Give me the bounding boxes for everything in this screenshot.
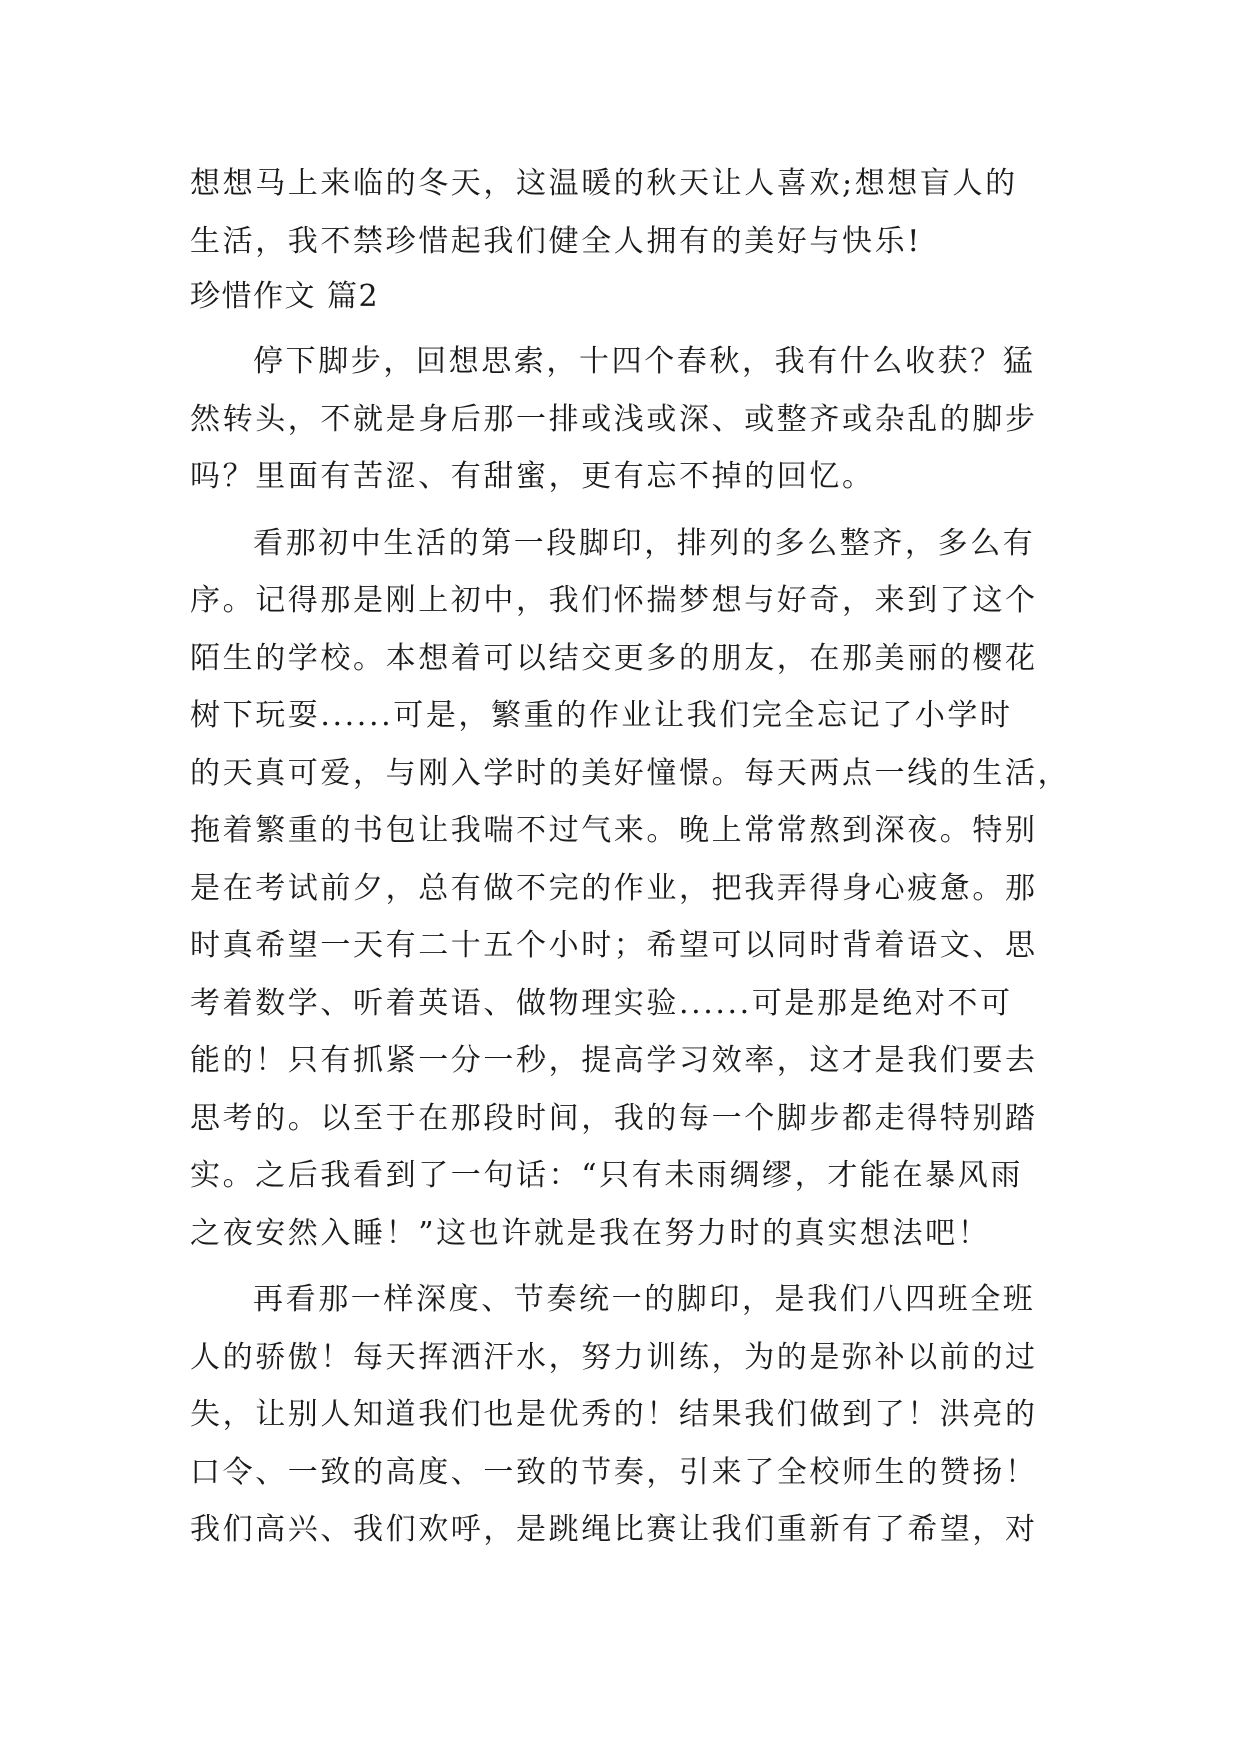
text-line: 想想马上来临的冬天，这温暖的秋天让人喜欢;想想盲人的: [190, 166, 1018, 201]
text-line: 人的骄傲！每天挥洒汗水，努力训练，为的是弥补以前的过: [190, 1339, 1038, 1375]
text-line: 拖着繁重的书包让我喘不过气来。晚上常常熬到深夜。特别: [190, 813, 1038, 848]
text-line: 是在考试前夕，总有做不完的作业，把我弄得身心疲惫。那: [190, 870, 1038, 906]
text-line: 我们高兴、我们欢呼，是跳绳比赛让我们重新有了希望，对: [190, 1512, 1038, 1547]
paragraph-first-line: 停下脚步，回想思索，十四个春秋，我有什么收获？猛: [253, 344, 1036, 379]
text-line: 序。记得那是刚上初中，我们怀揣梦想与好奇，来到了这个: [190, 583, 1038, 618]
text-line: 能的！只有抓紧一分一秒，提高学习效率，这才是我们要去: [190, 1043, 1038, 1078]
text-line: 思考的。以至于在那段时间，我的每一个脚步都走得特别踏: [190, 1100, 1038, 1136]
text-line: 口令、一致的高度、一致的节奏，引来了全校师生的赞扬！: [190, 1454, 1038, 1490]
text-line: 吗？里面有苦涩、有甜蜜，更有忘不掉的回忆。: [190, 459, 875, 494]
paragraph-first-line: 看那初中生活的第一段脚印，排列的多么整齐，多么有: [253, 525, 1036, 561]
document-body: [190, 155, 1071, 1559]
text-line: 失，让别人知道我们也是优秀的！结果我们做到了！洪亮的: [190, 1397, 1038, 1432]
text-line: 的天真可爱，与刚入学时的美好憧憬。每天两点一线的生活，: [190, 755, 1071, 791]
text-line: 实。之后我看到了一句话：“只有未雨绸缪，才能在暴风雨: [190, 1158, 1023, 1193]
text-line: 然转头，不就是身后那一排或浅或深、或整齐或杂乱的脚步: [190, 401, 1038, 437]
paragraph-first-line: 再看那一样深度、节奏统一的脚印，是我们八四班全班: [253, 1282, 1036, 1317]
text-line: 树下玩耍......可是，繁重的作业让我们完全忘记了小学时: [190, 698, 1013, 733]
text-line: 陌生的学校。本想着可以结交更多的朋友，在那美丽的樱花: [190, 640, 1038, 676]
text-line: 考着数学、听着英语、做物理实验......可是那是绝对不可: [190, 985, 1013, 1021]
text-line: 时真希望一天有二十五个小时；希望可以同时背着语文、思: [190, 928, 1038, 963]
text-line: 之夜安然入睡！”这也许就是我在努力时的真实想法吧！: [190, 1215, 991, 1251]
text-line: 生活，我不禁珍惜起我们健全人拥有的美好与快乐!: [190, 223, 922, 259]
section-heading: 珍惜作文 篇2: [190, 279, 380, 314]
